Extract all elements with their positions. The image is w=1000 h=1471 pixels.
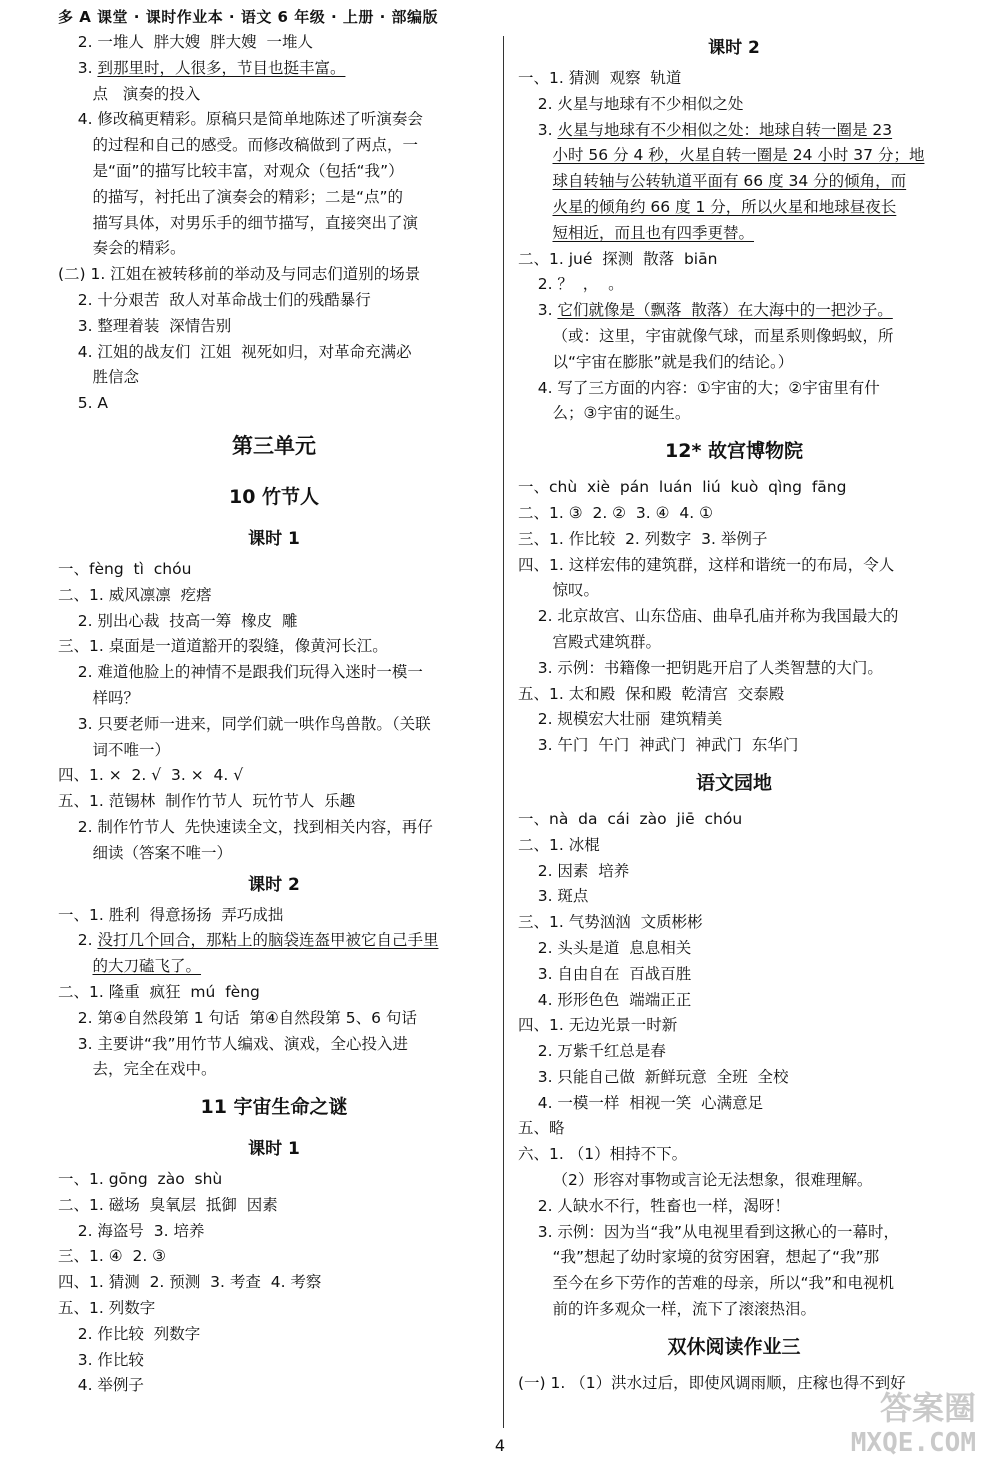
answer-line: 的过程和自己的感受。而修改稿做到了两点，一: [58, 136, 418, 155]
lesson-title: 语文园地: [695, 771, 772, 794]
answer-line: 去，完全在戏中。: [58, 1060, 217, 1079]
period-title: 课时 2: [708, 38, 760, 58]
answer-line: 2. 第④自然段第 1 句话 第④自然段第 5、6 句话: [58, 1008, 417, 1027]
answer-line: 2. 难道他脸上的神情不是跟我们玩得入迷时一模一: [58, 663, 423, 682]
answer-line: 一、chù xiè pán luán liú kuò qìng fāng: [518, 478, 847, 497]
answer-line: （2）形容对事物或言论无法想象，很难理解。: [518, 1171, 873, 1190]
answer-prefix: 3.: [58, 58, 98, 77]
answer-line: [58, 954, 490, 980]
answer-line: [518, 195, 950, 221]
watermark-logo: [736, 1388, 976, 1462]
lesson-title: 10 竹节人: [228, 485, 320, 508]
page-number: 4: [494, 1436, 506, 1455]
answer-line: 2. 一堆人 胖大嫂 胖大嫂 一堆人: [58, 33, 313, 51]
answer-line: 一、1. gōng zào shù: [58, 1170, 223, 1189]
lesson-title: 双休阅读作业三: [667, 1335, 801, 1358]
answer-line: 3. 斑点: [518, 887, 589, 906]
period-title: 课时 2: [248, 874, 300, 895]
answer-line: 四、1. 这样宏伟的建筑群，这样和谐统一的布局，令人: [518, 555, 895, 574]
answer-line: 2. 海盗号 3. 培养: [58, 1221, 205, 1240]
answer-prefix: [518, 224, 553, 242]
answer-line: 四、1. 无边光景一时新: [518, 1016, 678, 1035]
answer-line: 以“宇宙在膨胀”就是我们的结论。）: [518, 352, 794, 371]
answer-line: 描写具体，对男乐手的细节描写，直接突出了演: [58, 213, 418, 232]
answer-line: 一、fèng tì chóu: [58, 559, 192, 578]
right-column: [518, 30, 950, 1397]
left-column: [58, 30, 490, 1399]
answer-line: [518, 169, 950, 195]
answer-prefix: [518, 146, 553, 164]
lesson-title: 12* 故宫博物院: [665, 440, 803, 463]
answer-prefix: 3.: [518, 120, 558, 139]
answer-line: 4. 形形色色 端端正正: [518, 990, 692, 1009]
answer-line: 3. 示例：书籍像一把钥匙开启了人类智慧的大门。: [518, 658, 883, 677]
answer-prefix: [58, 957, 93, 975]
answer-line: [58, 56, 490, 82]
answer-line: 前的许多观众一样，流下了滚滚热泪。: [518, 1300, 816, 1319]
answer-line: (一) 1. （1）洪水过后，即使风调雨顺，庄稼也得不到好: [518, 1373, 906, 1392]
answer-line: 样吗？: [58, 688, 139, 707]
answer-line: 至今在乡下劳作的苦难的母亲，所以“我”和电视机: [518, 1274, 895, 1293]
underlined-answer: 到那里时，人很多，节目也挺丰富。: [97, 58, 346, 77]
answer-line: 词不唯一）: [58, 740, 170, 759]
underlined-answer: 球自转轴与公转轨道平面有 66 度 34 分的倾角，而: [552, 172, 907, 191]
period-title: 课时 1: [248, 1139, 300, 1160]
answer-line: 4. 修改稿更精彩。原稿只是简单地陈述了听演奏会: [58, 110, 423, 129]
answer-line: 奏会的精彩。: [58, 239, 186, 258]
answer-line: 2. 别出心裁 技高一筹 橡皮 雕: [58, 611, 298, 630]
answer-line: [58, 928, 490, 954]
answer-line: 一、1. 胜利 得意扬扬 弄巧成拙: [58, 905, 284, 924]
answer-line: 3. 午门 午门 神武门 神武门 东华门: [518, 736, 799, 755]
answer-line: 三、1. 气势汹汹 文质彬彬: [518, 913, 703, 932]
underlined-answer: 它们就像是（飘落 散落）在大海中的一把沙子。: [557, 301, 893, 320]
answer-line: 三、1. ④ 2. ③: [58, 1247, 167, 1266]
answer-line: 是“面”的描写比较丰富，对观众（包括“我”）: [58, 161, 404, 180]
answer-line: 3. 只能自己做 新鲜玩意 全班 全校: [518, 1067, 789, 1086]
answer-line: 的描写，衬托出了演奏会的精彩；二是“点”的: [58, 187, 404, 206]
answer-line: 胜信念: [58, 368, 139, 387]
answer-line: [518, 143, 950, 169]
answer-line: 四、1. 猜测 2. 预测 3. 考查 4. 考察: [58, 1273, 322, 1292]
answer-line: 二、1. 隆重 疯狂 mú fèng: [58, 982, 260, 1001]
answer-line: 三、1. 桌面是一道道豁开的裂缝，像黄河长江。: [58, 637, 388, 656]
answer-line: 么；③宇宙的诞生。: [518, 404, 691, 423]
watermark-bottom: MXQE.COM: [850, 1428, 976, 1458]
answer-line: 三、1. 作比较 2. 列数字 3. 举例子: [518, 529, 768, 548]
answer-line: 惊叹。: [518, 581, 599, 600]
answer-prefix: 3.: [518, 301, 558, 320]
answer-line: 2. 万紫千红总是春: [518, 1042, 666, 1061]
answer-line: 2. ？ ， 。: [518, 275, 624, 294]
answer-line: 2. 规模宏大壮丽 建筑精美: [518, 710, 723, 729]
answer-line: 四、1. × 2. √ 3. × 4. √: [58, 766, 244, 785]
page-header: 多 A 课堂 · 课时作业本 · 语文 6 年级 · 上册 · 部编版: [58, 8, 439, 26]
underlined-answer: 的大刀磕飞了。: [92, 957, 202, 976]
answer-line: 六、1. （1）相持不下。: [518, 1145, 688, 1164]
answer-line: 4. 江姐的战友们 江姐 视死如归，对革命充满必: [58, 342, 412, 361]
answer-line: 3. 示例：因为当“我”从电视里看到这揪心的一幕时，: [518, 1222, 899, 1241]
unit-title: 第三单元: [232, 433, 316, 458]
answer-line: 4. 举例子: [58, 1376, 144, 1395]
answer-line: [518, 118, 950, 144]
answer-line: 二、1. 冰棍: [518, 835, 600, 854]
underlined-answer: 小时 56 分 4 秒，火星自转一圈是 24 小时 37 分；地: [552, 146, 925, 165]
answer-line: 五、1. 范锡林 制作竹节人 玩竹节人 乐趣: [58, 792, 356, 811]
answer-line: (二) 1. 江姐在被转移前的举动及与同志们道别的场景: [58, 265, 421, 284]
lesson-title: 11 宇宙生命之谜: [200, 1096, 348, 1119]
answer-line: 二、1. 威风凛凛 疙瘩: [58, 585, 212, 604]
answer-line: 二、1. jué 探测 散落 biān: [518, 249, 718, 268]
answer-line: 五、1. 太和殿 保和殿 乾清宫 交泰殿: [518, 684, 785, 703]
answer-line: 2. 作比较 列数字: [58, 1324, 201, 1343]
answer-line: [518, 298, 950, 324]
answer-line: 2. 制作竹节人 先快速读全文，找到相关内容，再仔: [58, 817, 433, 836]
answer-line: 4. 一模一样 相视一笑 心满意足: [518, 1093, 764, 1112]
answer-prefix: 2.: [58, 931, 98, 950]
answer-line: 4. 写了三方面的内容：①宇宙的大；②宇宙里有什: [518, 378, 880, 397]
underlined-answer: 火星的倾角约 66 度 1 分，所以火星和地球昼夜长: [552, 197, 897, 216]
period-title: 课时 1: [248, 528, 300, 549]
answer-line: 宫殿式建筑群。: [518, 632, 661, 651]
answer-line: 2. 北京故宫、山东岱庙、曲阜孔庙并称为我国最大的: [518, 607, 899, 626]
watermark-top: 答案圈: [879, 1389, 976, 1427]
answer-line: 3. 整理着装 深情告别: [58, 316, 232, 335]
answer-line: 五、1. 列数字: [58, 1299, 156, 1318]
answer-line: 点 演奏的投入: [58, 84, 201, 103]
answer-line: 2. 头头是道 息息相关: [518, 938, 692, 957]
answer-line: 一、1. 猜测 观察 轨道: [518, 69, 682, 87]
answer-prefix: [518, 198, 553, 216]
answer-line: 3. 作比较: [58, 1350, 144, 1369]
answer-prefix: [518, 172, 553, 190]
answer-line: [518, 221, 950, 247]
answer-line: 3. 自由自在 百战百胜: [518, 964, 692, 983]
underlined-answer: 火星与地球有不少相似之处：地球自转一圈是 23: [557, 120, 893, 139]
answer-line: 5. A: [58, 394, 109, 413]
answer-line: 3. 主要讲“我”用竹节人编戏、演戏，全心投入进: [58, 1034, 408, 1053]
answer-line: 五、略: [518, 1119, 565, 1138]
underlined-answer: 没打几个回合，那粘上的脑袋连盔甲被它自己手里: [97, 931, 439, 950]
answer-line: 细读（答案不唯一）: [58, 843, 232, 862]
answer-line: 二、1. ③ 2. ② 3. ④ 4. ①: [518, 503, 714, 522]
underlined-answer: 短相近，而且也有四季更替。: [552, 223, 755, 242]
answer-line: 2. 因素 培养: [518, 861, 630, 880]
answer-line: 2. 人缺水不行，牲畜也一样，渴呀！: [518, 1196, 790, 1215]
answer-line: 2. 十分艰苦 敌人对革命战士们的残酷暴行: [58, 290, 371, 309]
answer-line: 3. 只要老师一进来，同学们就一哄作鸟兽散。（关联: [58, 714, 431, 733]
answer-line: 二、1. 磁场 臭氧层 抵御 因素: [58, 1195, 278, 1214]
answer-line: 一、nà da cái zào jiē chóu: [518, 809, 743, 828]
answer-line: （或：这里，宇宙就像气球，而星系则像蚂蚁，所: [518, 326, 894, 345]
answer-line: “我”想起了幼时家境的贫穷困窘，想起了“我”那: [518, 1248, 880, 1267]
answer-line: 2. 火星与地球有不少相似之处: [518, 94, 744, 113]
column-divider: [503, 36, 504, 1428]
